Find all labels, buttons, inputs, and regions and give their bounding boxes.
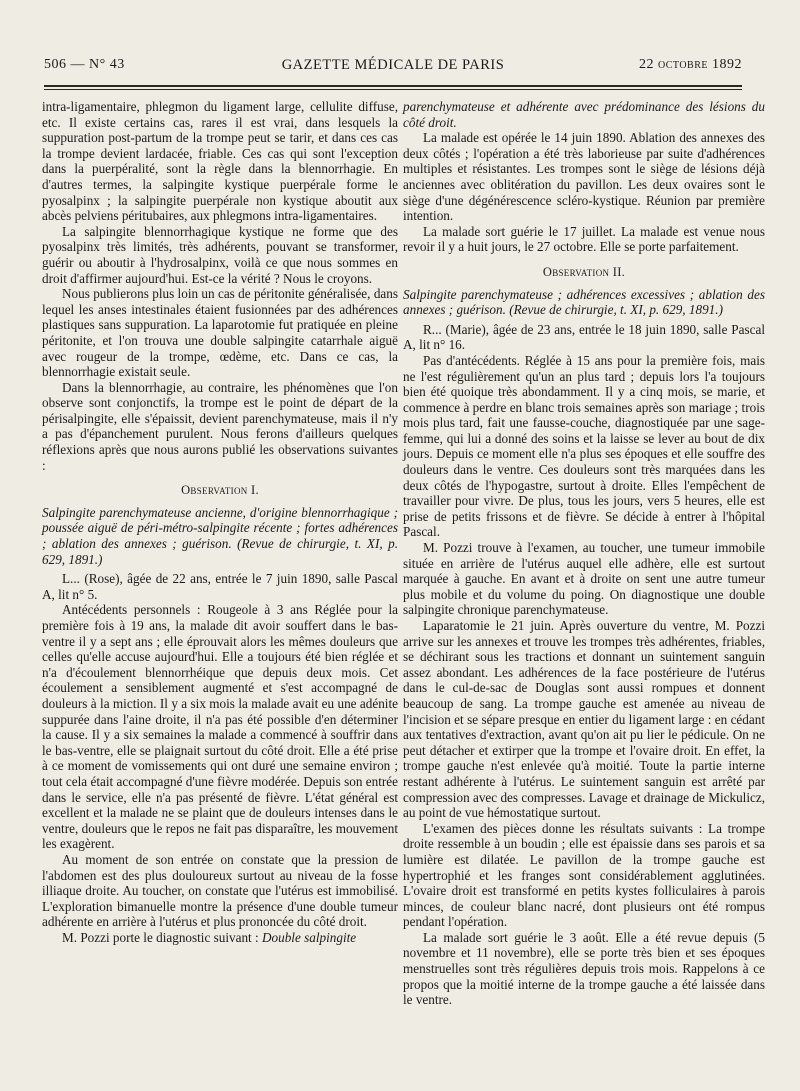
paragraph: Nous publierons plus loin un cas de péritonite généralisée, dans lequel les anses intestinales étaient fusionnées par des adhérences plastiques sans suppuration. La laparotomie fut pratiquée en pleine péritonite, et l'on trouva une double salpingite catarrhale aiguë avec rougeur de la trompe, œdème, etc. Dans ce cas, la blennorrhagie existait seule. [42,286,398,380]
paragraph: parenchymateuse et adhérente avec prédominance des lésions du côté droit. [403,99,765,130]
paragraph: La salpingite blennorrhagique kystique ne forme que des pyosalpinx très limités, très adhérents, pouvant se transformer, guérir ou aboutir à l'hydrosalpinx, voilà ce que nous sommes en droit d'affirmer aujourd'hui. Est-ce la vérité ? Nous le croyons. [42,223,398,286]
paragraph: Pas d'antécédents. Réglée à 15 ans pour la première fois, mais ne l'est régulièrement qu'un an plus tard ; depuis lors l'a toujours bien été quoique très abondamment. Il y a cinq mois, se marie, et commence à perdre en blanc trois semaines après son mariage ; trois mois plus tard, fait une fausse-couche, diagnostiquée par une sage-femme, qui lui a donné des soins et la laisse se lever au bout de dix jours. Depuis ce moment elle n'a plus ses époques et elle souffre des douleurs dans le ventre. Ces douleurs sont très marquées dans les deux côtés de l'hypogastre, surtout à droite. Elles l'empêchent de travailler pour vivre. De plus, tous les jours, vers 5 heures, elle est prise de petits frissons et de fièvre. Se décide à entrer à l'hôpital Pascal. [403,352,765,540]
paragraph: M. Pozzi trouve à l'examen, au toucher, une tumeur immobile située en arrière de l'utérus auquel elle adhère, elle est surtout marquée à gauche. En avant et à droite on sent une autre tumeur plus mobile et du volume du poing. On diagnostique une double salpingite chronique parenchymateuse. [403,540,765,618]
date-year: 1892 [712,57,742,72]
paragraph-italic: Double salpingite [261,929,357,945]
observation-title [403,287,765,318]
paragraph: L... (Rose), âgée de 22 ans, entrée le 7 juin 1890, salle Pascal A, lit n° 5. [42,571,398,602]
paragraph: La malade sort guérie le 3 août. Elle a été revue depuis (5 novembre et 11 novembre), elle se porte très bien et ses époques menstruelles sont très régulières depuis trois mois. Rappelons à ce propos que la moitié interne de la trompe gauche a été laissée dans le ventre. [403,929,765,1008]
page-number: 506 [44,57,67,72]
date-month: octobre [658,57,708,72]
issue-number: — N° 43 [70,57,125,72]
observation-title-text: Salpingite parenchymateuse ; adhérences excessives ; ablation des annexes ; guérison. [403,286,765,318]
journal-title: GAZETTE MÉDICALE DE PARIS [281,57,505,73]
paragraph: Antécédents personnels : Rougeole à 3 ans Réglée pour la première fois à 19 ans, la malade dit avoir souffert dans le bas-ventre il y a sept ans ; elle éprouvait alors les mêmes douleurs que celles qu'elle accuse aujourd'hui. Elle a toujours été bien réglée et n'a d'écoulement blennorrhéique que depuis deux mois. Cet écoulement a sensiblement augmenté et s'est accompagné de douleurs à la miction. Il y a six mois la malade avait eu une adénite suppurée dans l'aine droite, il n'a pas été possible d'en déterminer la cause. Il y a six semaines la malade a commencé à souffrir dans le bas-ventre, elle se plaignait surtout du côté droit. Elle a été prise à ce moment de vomissements qui ont duré une semaine environ ; tout cela était accompagné d'une fièvre modérée. Depuis son entrée dans le service, elle n'a pas présenté de fièvre. L'état général est excellent et la malade ne se plaint que de douleurs intenses dans le ventre, douleurs que le repos ne fait pas disparaître, les mouvement les exagèrent. [42,602,398,852]
paragraph: Dans la blennorrhagie, au contraire, les phénomènes que l'on observe sont conjonctifs, la trompe est le point de départ de la périsalpingite, elle s'épaissit, devient parenchymateuse, mais il n'y a pas d'épanchement purulent. Nous ferons d'ailleurs quelques réflexions après que nous aurons publié les observations suivantes : [42,379,398,473]
left-column [42,99,398,945]
date-day: 22 [639,57,654,72]
header-rule [44,85,742,90]
paragraph: La malade est opérée le 14 juin 1890. Ablation des annexes des deux côtés ; l'opération a été très laborieuse par suite d'adhérences multiples et résistantes. Les trompes sont le siège de lésions déjà anciennes avec oblitération du pavillon. Les deux ovaires sont le siège d'une dégénérescence scléro-kystique. Réunion par première intention. [403,130,765,224]
paragraph: Au moment de son entrée on constate que la pression de l'abdomen est des plus douloureux surtout au niveau de la fosse illiaque droite. Au toucher, on constate que l'utérus est immobilisé. L'exploration bimanuelle montre la présence d'une double tumeur adhérente en arrière à l'utérus et plus prononcée du côté droit. [42,851,398,930]
issue-date [639,57,742,73]
paragraph [42,930,398,946]
paragraph: Laparatomie le 21 juin. Après ouverture du ventre, M. Pozzi arrive sur les annexes et trouve les trompes très adhérentes, friables, se déchirant sous les tractions et donnant un suintement sanguin assez abondant. Les adhérences de la face postérieure de l'utérus dans le cul-de-sac de Douglas sont aussi rompues et donnent beaucoup de sang. La trompe gauche est amenée au niveau de l'incision et se sépare presque en entier du ligament large : en cédant aux tentatives d'extraction, avant qu'on ait pu lier le pédicule. On ne peut détacher et extirper que la trompe et l'ovaire droit. En effet, la trompe gauche n'est enlevée qu'à moitié. Toute la partie interne restant adhérente à l'utérus. Le suintement sanguin est arrêté par compression avec des compresses. Lavage et drainage de Mickulicz, au point de vue hémostatique surtout. [403,618,765,821]
right-column [403,99,765,1008]
paragraph-text: M. Pozzi porte le diagnostic suivant : [62,929,259,945]
paragraph: R... (Marie), âgée de 23 ans, entrée le 18 juin 1890, salle Pascal A, lit n° 16. [403,321,765,353]
observation-reference: (Revue de chirurgie, t. XI, p. 629, 1891.) [509,302,723,318]
paragraph: L'examen des pièces donne les résultats suivants : La trompe droite ressemble à un boudin ; elle est épaissie dans ses parois et sa lumière est dilatée. Le pavillon de la trompe gauche est hypertrophié et les franges sont considérablement agglutinées. L'ovaire droit est transformé en petits kystes folliculaires à parois minces, de couleur blanc nacré, dont plusieurs ont été rompus pendant l'opération. [403,820,765,930]
observation-reference: (Revue de chirurgie, t. XI, p. 629, 1891.) [42,536,399,567]
observation-title-text: Salpingite parenchymateuse ancienne, d'origine blennorrhagique ; poussée aiguë de péri-métro-salpingite récente ; fortes adhérences ; ablation des annexes ; guérison. [42,504,398,552]
observation-heading: Observation I. [181,483,259,498]
observation-title [42,505,398,567]
observation-heading: Observation II. [542,264,626,279]
paragraph: La malade sort guérie le 17 juillet. La malade est venue nous revoir il y a huit jours, le 27 octobre. Elle se porte parfaitement. [403,223,765,255]
paragraph: intra-ligamentaire, phlegmon du ligament large, cellulite diffuse, etc. Il existe certains cas, rares il est vrai, dans lesquels la suppuration post-partum de la trompe peut se tarir, et dans ces cas la trompe devient lardacée, friable. Ces cas qui sont l'exception dans la puerpéralité, sont la règle dans la blennorrhagie. En d'autres termes, la salpingite kystique puerpérale forme le pyosalpinx ; la salpingite puerpérale non kystique aboutit aux abcès pelviens péritubaires, aux phlegmons intra-ligamentaires. [42,99,398,224]
page-header [44,57,742,79]
